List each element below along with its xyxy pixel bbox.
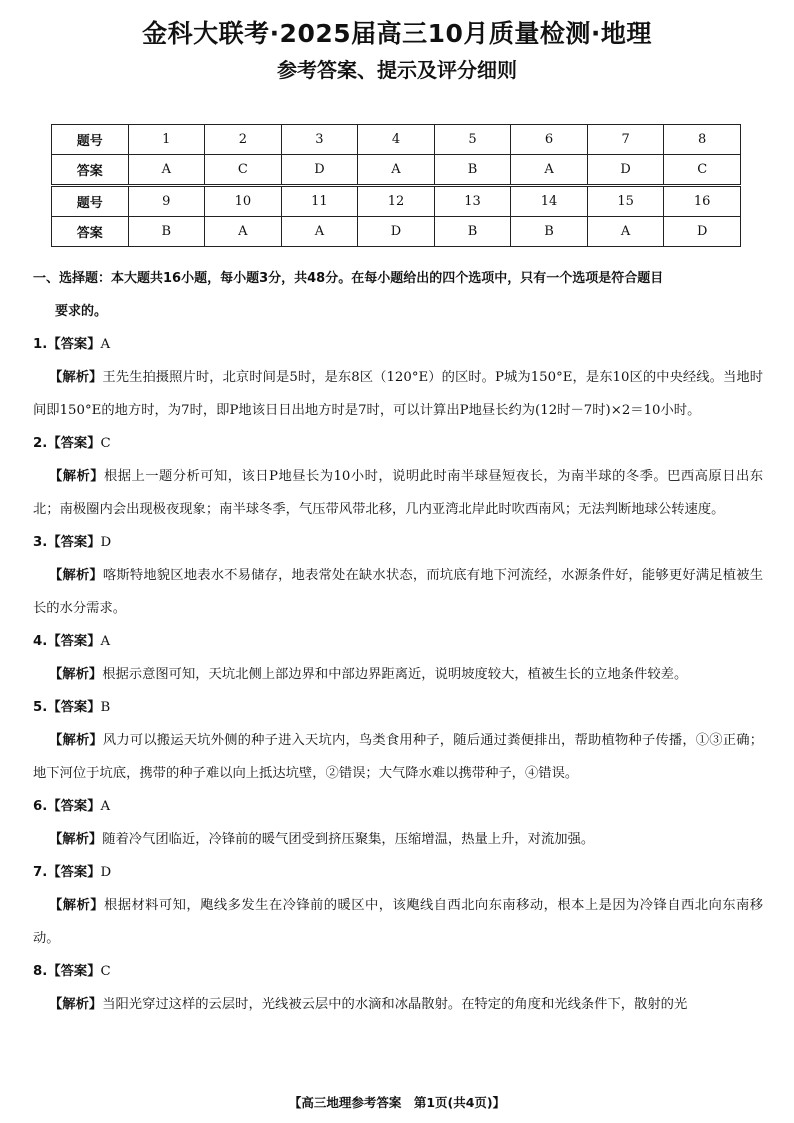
explanation-text: 王先生拍摄照片时，北京时间是5时，是东8区（120°E）的区时。P城为150°E，是东10区的中央经线。当地时间即150°E的地方时，为7时，即P地该日日出地方时是7时，可以计算出P地昼长约为(12时－7时)×2＝10小时。	[33, 370, 763, 418]
table-cell: 11	[281, 186, 358, 217]
explanation-tag: 【解析】	[49, 997, 103, 1012]
question-explanation	[33, 724, 763, 790]
explanation-tag: 【解析】	[49, 370, 103, 385]
question-number: 4.	[33, 634, 48, 649]
table-cell: C	[205, 155, 282, 186]
question-number: 7.	[33, 865, 48, 880]
table-row	[52, 155, 741, 186]
table-cell: 10	[205, 186, 282, 217]
answer-tag: 【答案】	[47, 865, 101, 880]
answer-value: A	[100, 337, 111, 352]
answer-tag: 【答案】	[47, 799, 101, 814]
table-row	[52, 186, 741, 217]
answer-value: B	[100, 700, 111, 715]
question-explanation	[33, 889, 763, 955]
question-explanation	[33, 823, 763, 856]
table-cell: 6	[511, 125, 588, 155]
answer-value: D	[100, 535, 112, 550]
table-row	[52, 217, 741, 247]
table-cell: C	[664, 155, 741, 186]
table-cell: A	[281, 217, 358, 247]
table-cell: D	[587, 155, 664, 186]
table-cell: 2	[205, 125, 282, 155]
question-answer	[33, 790, 763, 823]
explanation-tag: 【解析】	[49, 832, 103, 847]
explanation-text: 根据材料可知，飑线多发生在冷锋前的暖区中，该飑线自西北向东南移动，根本上是因为冷锋自西北向东南移动。	[33, 898, 764, 946]
table-cell: 16	[664, 186, 741, 217]
table-cell: 5	[434, 125, 511, 155]
table-cell: B	[128, 217, 205, 247]
question-answer	[33, 427, 763, 460]
explanation-text: 当阳光穿过这样的云层时，光线被云层中的水滴和冰晶散射。在特定的角度和光线条件下，散射的光	[102, 997, 688, 1012]
page-title: 金科大联考·2025届高三10月质量检测·地理	[142, 19, 652, 48]
table-cell: 4	[358, 125, 435, 155]
row-label: 答案	[52, 155, 129, 186]
row-label: 答案	[52, 217, 129, 247]
question-number: 3.	[33, 535, 48, 550]
page-subtitle: 参考答案、提示及评分细则	[277, 58, 517, 82]
answer-table	[51, 124, 741, 247]
table-cell: 9	[128, 186, 205, 217]
answer-value: D	[100, 865, 112, 880]
answer-value: C	[100, 964, 111, 979]
question-answer	[33, 856, 763, 889]
question-explanation	[33, 559, 763, 625]
question-number: 6.	[33, 799, 48, 814]
table-row	[52, 125, 741, 155]
question-number: 1.	[33, 337, 48, 352]
question-explanation	[33, 460, 763, 526]
answer-tag: 【答案】	[47, 337, 101, 352]
answer-tag: 【答案】	[47, 700, 101, 715]
table-cell: D	[664, 217, 741, 247]
table-cell: B	[434, 217, 511, 247]
answer-value: A	[100, 634, 111, 649]
question-answer	[33, 955, 763, 988]
answer-tag: 【答案】	[47, 964, 101, 979]
question-explanation	[33, 361, 763, 427]
question-number: 5.	[33, 700, 48, 715]
explanation-tag: 【解析】	[49, 568, 103, 583]
table-cell: 7	[587, 125, 664, 155]
answer-value: A	[100, 799, 111, 814]
explanation-tag: 【解析】	[49, 898, 104, 913]
answer-content	[33, 262, 763, 1021]
table-cell: A	[587, 217, 664, 247]
explanation-text: 风力可以搬运天坑外侧的种子进入天坑内，鸟类食用种子，随后通过粪便排出，帮助植物种子传播，①③正确；地下河位于坑底，携带的种子难以向上抵达坑壁，②错误；大气降水难以携带种子，④错误。	[33, 733, 764, 781]
table-cell: 15	[587, 186, 664, 217]
question-explanation	[33, 988, 763, 1021]
question-answer	[33, 625, 763, 658]
answer-tag: 【答案】	[47, 634, 101, 649]
answer-tag: 【答案】	[47, 535, 101, 550]
table-cell: B	[434, 155, 511, 186]
table-cell: 14	[511, 186, 588, 217]
page-footer: 【高三地理参考答案 第1页(共4页)】	[288, 1095, 506, 1110]
explanation-text: 随着冷气团临近，冷锋前的暖气团受到挤压聚集，压缩增温，热量上升，对流加强。	[102, 832, 595, 847]
table-cell: 3	[281, 125, 358, 155]
answer-value: C	[100, 436, 111, 451]
question-answer	[33, 691, 763, 724]
question-explanation	[33, 658, 763, 691]
answer-tag: 【答案】	[47, 436, 101, 451]
table-cell: 8	[664, 125, 741, 155]
explanation-text: 根据示意图可知，天坑北侧上部边界和中部边界距离近，说明坡度较大，植被生长的立地条件较差。	[102, 667, 688, 682]
table-cell: A	[358, 155, 435, 186]
section-heading	[33, 262, 763, 328]
table-cell: B	[511, 217, 588, 247]
explanation-text: 喀斯特地貌区地表水不易储存，地表常处在缺水状态，而坑底有地下河流经，水源条件好，能够更好满足植被生长的水分需求。	[33, 568, 764, 616]
section-heading-line1: 一、选择题：本大题共16小题，每小题3分，共48分。在每小题给出的四个选项中，只有一个选项是符合题目	[33, 271, 664, 286]
table-cell: A	[128, 155, 205, 186]
section-heading-line2: 要求的。	[55, 304, 108, 319]
question-answer	[33, 328, 763, 361]
table-cell: 1	[128, 125, 205, 155]
table-cell: 13	[434, 186, 511, 217]
table-cell: 12	[358, 186, 435, 217]
row-label: 题号	[52, 125, 129, 155]
table-cell: A	[205, 217, 282, 247]
question-number: 2.	[33, 436, 48, 451]
explanation-text: 根据上一题分析可知，该日P地昼长为10小时，说明此时南半球昼短夜长，为南半球的冬季。巴西高原日出东北；南极圈内会出现极夜现象；南半球冬季，气压带风带北移，几内亚湾北岸此时吹西南风；无法判断地球公转速度。	[33, 469, 763, 517]
explanation-tag: 【解析】	[49, 469, 105, 484]
table-cell: A	[511, 155, 588, 186]
table-cell: D	[281, 155, 358, 186]
question-answer	[33, 526, 763, 559]
explanation-tag: 【解析】	[49, 667, 103, 682]
explanation-tag: 【解析】	[49, 733, 103, 748]
question-number: 8.	[33, 964, 48, 979]
table-cell: D	[358, 217, 435, 247]
row-label: 题号	[52, 186, 129, 217]
